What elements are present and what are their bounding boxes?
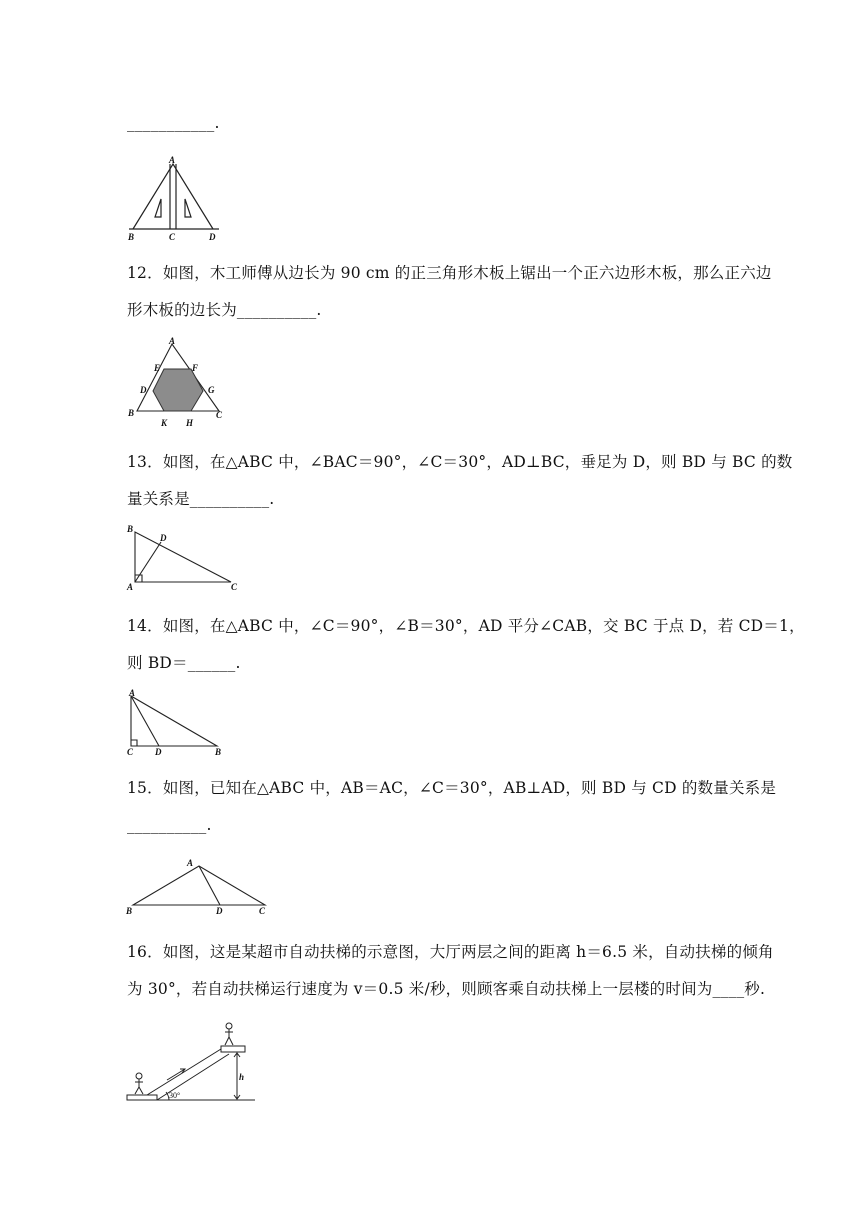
q11-label-d: D: [209, 232, 216, 242]
q13-label-c: C: [231, 582, 238, 592]
q11-answer-blank: ___________.: [127, 114, 220, 132]
q13-label-b: B: [127, 524, 134, 534]
q12-label-h: H: [186, 418, 194, 428]
q16-label-angle: 30°: [169, 1091, 181, 1100]
q12-label-e: E: [154, 363, 161, 373]
q12-label-g: G: [208, 385, 215, 395]
q16-line1: 16．如图，这是某超市自动扶梯的示意图，大厅两层之间的距离 h＝6.5 米，自动扶梯的倾角: [127, 943, 774, 961]
q15-label-d: D: [216, 906, 223, 916]
q14-label-d: D: [155, 747, 162, 757]
q11-label-a: A: [169, 155, 176, 165]
q12-label-c: C: [216, 410, 223, 420]
q15-label-c: C: [259, 906, 266, 916]
q16-escalator-figure: [125, 1020, 260, 1108]
q12-line1: 12．如图，木工师傅从边长为 90 cm 的正三角形木板上锯出一个正六边形木板，那么正六边: [127, 264, 772, 282]
q12-label-d: D: [140, 385, 147, 395]
q14-label-b: B: [215, 747, 222, 757]
q15-label-b: B: [126, 906, 133, 916]
q15-line2: __________.: [127, 816, 212, 834]
q13-line1: 13．如图，在△ABC 中，∠BAC＝90°，∠C＝30°，AD⊥BC，垂足为 D，则 BD 与 BC 的数: [127, 453, 793, 471]
q12-label-a: A: [169, 336, 176, 346]
q11-figure: [125, 154, 225, 244]
q14-line2: 则 BD＝______.: [127, 654, 241, 672]
q14-line1: 14．如图，在△ABC 中，∠C＝90°，∠B＝30°，AD 平分∠CAB，交 BC 于点 D，若 CD＝1，: [127, 617, 805, 635]
q16-label-h: h: [239, 1072, 245, 1082]
q16-line2: 为 30°，若自动扶梯运行速度为 v＝0.5 米/秒，则顾客乘自动扶梯上一层楼的时间为____秒.: [127, 980, 766, 998]
q13-figure: [125, 522, 243, 596]
q14-figure: [125, 688, 229, 758]
q11-label-b: B: [128, 232, 135, 242]
q14-label-a: A: [129, 688, 136, 698]
q12-label-k: K: [161, 418, 168, 428]
q13-label-d: D: [160, 533, 167, 543]
q12-line2: 形木板的边长为__________.: [127, 301, 322, 319]
q13-line2: 量关系是__________.: [127, 490, 275, 508]
q11-label-c: C: [169, 232, 176, 242]
q12-label-b: B: [128, 408, 135, 418]
q15-label-a: A: [187, 858, 194, 868]
q12-figure: [125, 334, 235, 432]
q15-figure: [125, 852, 273, 918]
q12-hexagon: [153, 369, 203, 411]
q14-label-c: C: [127, 747, 134, 757]
q15-line1: 15．如图，已知在△ABC 中，AB＝AC，∠C＝30°，AB⊥AD，则 BD 与 CD 的数量关系是: [127, 779, 777, 797]
q13-label-a: A: [127, 582, 134, 592]
q12-label-f: F: [192, 363, 199, 373]
